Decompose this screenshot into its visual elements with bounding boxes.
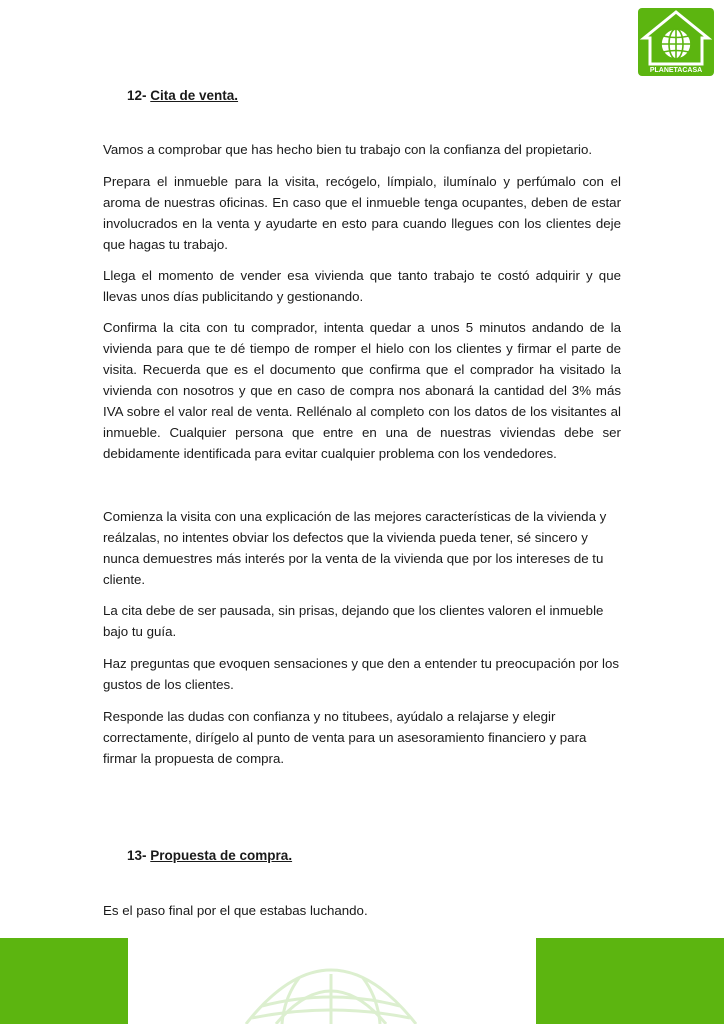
- planetacasa-logo: [638, 8, 714, 76]
- section-12-title: Cita de venta.: [150, 88, 239, 103]
- logo-text: PLANETACASA: [649, 67, 703, 74]
- paragraph: Llega el momento de vender esa vivienda que tanto trabajo te costó adquirir y que llevas unos días publicitando y gestionando.: [103, 268, 621, 304]
- paragraph: Es el paso final por el que estabas luchando.: [103, 903, 368, 918]
- section-13-number: 13-: [127, 848, 147, 863]
- paragraph: Confirma la cita con tu comprador, intenta quedar a unos 5 minutos andando de la vivienda para que te dé tiempo de romper el hielo con los clientes y firmar el parte de visita. Recuerda que es el documento que confirma que el comprador ha visitado la vivienda con nosotros y que en caso de compra nos abonará la cantidad del 3% más IVA sobre el valor real de venta. Rellénalo al completo con los datos de los visitantes al inmueble. Cualquier persona que entre en una de nuestras viviendas debe ser debidamente identificada para evitar cualquier problema con los vendedores.: [103, 320, 621, 461]
- section-12-heading: [127, 88, 238, 103]
- paragraph: Prepara el inmueble para la visita, recógelo, límpialo, ilumínalo y perfúmalo con el aroma de nuestras oficinas. En caso que el inmueble tenga ocupantes, deben de estar involucrados en la venta y ayudarte en esto para cuando llegues con los clientes deje que hagas tu trabajo.: [103, 174, 621, 252]
- paragraph: Haz preguntas que evoquen sensaciones y que den a entender tu preocupación por los gustos de los clientes.: [103, 656, 619, 692]
- paragraph: Comienza la visita con una explicación de las mejores características de la vivienda y reálzalas, no intentes obviar los defectos que la vivienda pueda tener, sé sincero y nunca demuestres más interés por la venta de la vivienda que por los intereses de tu cliente.: [103, 509, 607, 587]
- paragraph: Responde las dudas con confianza y no titubees, ayúdalo a relajarse y elegir correctamente, dirígelo al punto de venta para un asesoramiento financiero y para firmar la propuesta de compra.: [103, 709, 587, 766]
- paragraph: La cita debe de ser pausada, sin prisas, dejando que los clientes valoren el inmueble bajo tu guía.: [103, 603, 604, 639]
- footer-green-block-left: [0, 938, 128, 1024]
- section-12-number: 12-: [127, 88, 147, 103]
- section-13-heading: [127, 848, 292, 863]
- footer-globe-watermark: [244, 968, 418, 1024]
- paragraph: Vamos a comprobar que has hecho bien tu trabajo con la confianza del propietario.: [103, 142, 593, 157]
- footer-green-block-right: [536, 938, 724, 1024]
- section-13-title: Propuesta de compra.: [150, 848, 293, 863]
